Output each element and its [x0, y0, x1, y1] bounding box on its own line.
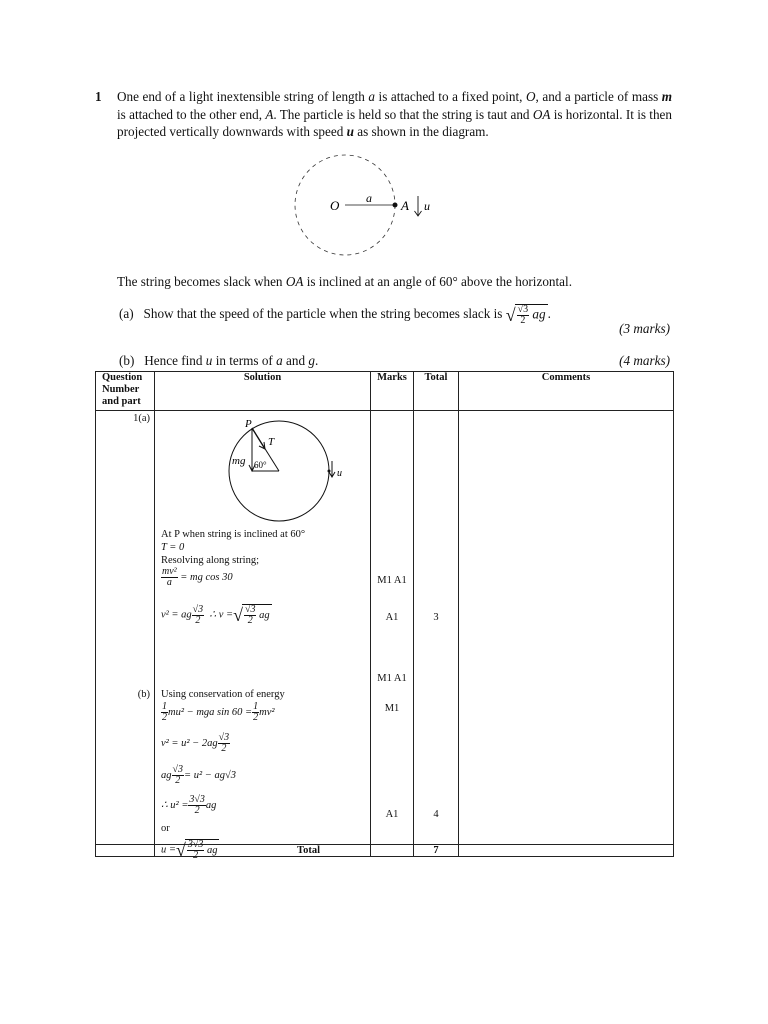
mark-a-1: M1 A1: [377, 575, 407, 586]
solution-line-3: Resolving along string;: [161, 555, 259, 566]
mark-b-1: M1 A1: [377, 673, 407, 684]
slack-statement: The string becomes slack when OA is inclined at an angle of 60° above the horizontal.: [117, 274, 572, 289]
label-mg: mg: [232, 455, 246, 467]
part-a-question: (a) Show that the speed of the particle when the string becomes slack is √ $\frac{√3}{2}$ ag .: [119, 304, 551, 326]
grand-total: 7: [414, 845, 459, 857]
tension-arrow-icon: [252, 428, 265, 449]
solution-line-energy: Using conservation of energy: [161, 689, 285, 700]
label-o: O: [330, 198, 340, 213]
label-p: P: [245, 418, 252, 430]
header-solution: Solution: [155, 372, 371, 411]
solution-line-2: T = 0: [161, 542, 185, 553]
header-comments: Comments: [459, 372, 674, 411]
solution-eq-3: $\frac{1}{2}$ mu² − mga sin 60 = $\frac{1}{2}$ mv²: [162, 701, 275, 723]
part-label-1a: 1(a): [133, 413, 150, 424]
total-b: 4: [433, 809, 439, 820]
sqrt-icon: √: [505, 305, 516, 325]
question-diagram: [290, 150, 450, 260]
particle-dot: [393, 203, 398, 208]
header-marks: Marks: [371, 372, 414, 411]
mark-b-2: M1: [384, 703, 400, 714]
solution-or: or: [161, 823, 170, 834]
total-cell: [414, 411, 459, 845]
question-part-cell: [96, 411, 155, 845]
solution-diagram: [191, 413, 341, 521]
total-a: 3: [433, 612, 439, 623]
part-b-marks: (4 marks): [619, 353, 670, 368]
label-speed-u: u: [424, 199, 430, 213]
solution-line-1: At P when string is inclined at 60°: [161, 529, 306, 540]
total-label: Total: [155, 845, 371, 857]
part-label-b: (b): [137, 689, 150, 700]
label-particle-a: A: [401, 198, 409, 213]
solution-eq-2: v² = ag $\frac{√3}{2}$ ∴ v =√ $\frac{√3}{2}$ ag: [161, 603, 270, 626]
label-length-a: a: [366, 191, 372, 205]
comments-cell: [459, 411, 674, 845]
part-a-marks: (3 marks): [619, 321, 670, 336]
table-body-row: [96, 411, 674, 845]
part-b-question: (b) Hence find u in terms of a and g.: [119, 353, 319, 368]
mark-scheme-table: [95, 371, 674, 861]
label-t: T: [268, 436, 275, 448]
question-number: 1: [95, 89, 102, 104]
mark-b-3: A1: [385, 809, 399, 820]
solution-eq-1: $\frac{\text{mv²}}{a}$ = mg cos 30: [162, 566, 233, 588]
solution-eq-5: ag $\frac{√3}{2}$ = u² − ag√3: [161, 764, 236, 786]
sqrt-icon: √: [233, 605, 243, 625]
sqrt-icon: √: [175, 840, 186, 860]
mark-a-2: A1: [385, 612, 399, 623]
header-question: Question Number and part: [96, 372, 155, 411]
solution-eq-7: u =√ $\frac{3√3}{2}$ ag: [161, 839, 218, 861]
label-angle: 60°: [254, 460, 267, 470]
marks-cell: [371, 411, 414, 845]
table-header-row: [96, 372, 674, 411]
solution-eq-4: v² = u² − 2ag $\frac{√3}{2}$: [161, 732, 230, 754]
question-intro: One end of a light inextensible string of length a is attached to a fixed point, O, and a particle of mass m is attached to the other end, A. The particle is held so that the string is taut and OA is horizontal. It is then projected vertically downwards with speed u as shown in the diagram.: [117, 89, 673, 139]
label-u: u: [337, 468, 342, 479]
header-total: Total: [414, 372, 459, 411]
solution-eq-6: ∴ u² = $\frac{3√3}{2}$ ag: [161, 794, 217, 816]
